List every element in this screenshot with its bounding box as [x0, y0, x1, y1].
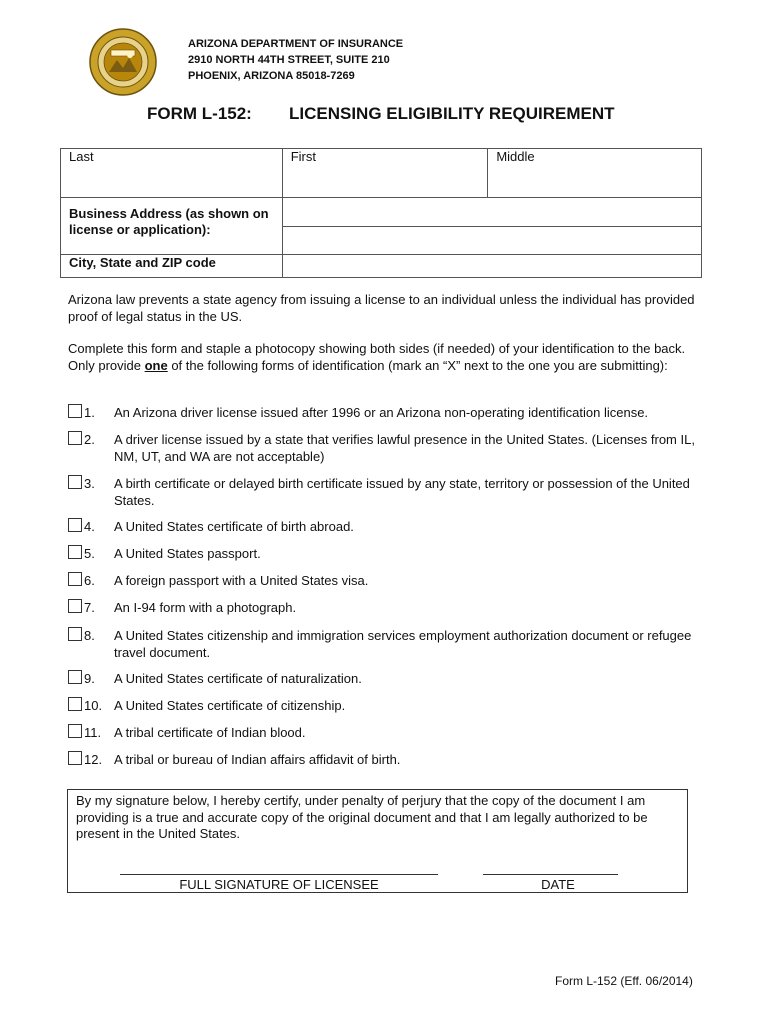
option-text: A driver license issued by a state that verifies lawful presence in the United States. (Licenses from IL, NM, UT, and WA are not acceptable) [114, 432, 695, 464]
option-number: 2. [84, 432, 95, 447]
instructions-emphasis: one [144, 357, 168, 373]
option-number: 5. [84, 546, 95, 561]
option-checkbox-7[interactable] [68, 599, 82, 613]
date-line[interactable] [483, 874, 618, 875]
business-address-label: Business Address (as shown on license or application): [61, 198, 283, 255]
option-text: A foreign passport with a United States visa. [114, 573, 369, 588]
option-number: 7. [84, 600, 95, 615]
business-address-line1-field[interactable] [282, 198, 701, 227]
middle-name-field[interactable] [488, 149, 702, 198]
option-text: A tribal certificate of Indian blood. [114, 725, 306, 740]
option-checkbox-4[interactable] [68, 518, 82, 532]
agency-name: ARIZONA DEPARTMENT OF INSURANCE [188, 38, 404, 50]
option-number: 1. [84, 405, 95, 420]
signature-label: FULL SIGNATURE OF LICENSEE [179, 877, 379, 892]
option-number: 9. [84, 671, 95, 686]
middle-name-label: Middle [496, 149, 535, 164]
form-title: LICENSING ELIGIBILITY REQUIREMENT [289, 104, 615, 123]
form-number: FORM L-152: [147, 104, 252, 123]
option-text: A United States citizenship and immigration services employment authorization document or refugee travel document. [114, 628, 692, 660]
option-text: A United States certificate of naturalization. [114, 671, 362, 686]
option-text: A United States passport. [114, 546, 261, 561]
option-text: An Arizona driver license issued after 1996 or an Arizona non-operating identification license. [114, 405, 649, 420]
form-footer: Form L-152 (Eff. 06/2014) [555, 974, 693, 988]
agency-address-line1: 2910 NORTH 44TH STREET, SUITE 210 [188, 54, 390, 66]
instructions-paragraph [68, 341, 698, 374]
first-name-label: First [290, 149, 316, 164]
option-number: 11. [84, 725, 102, 740]
certification-text: By my signature below, I hereby certify, under penalty of perjury that the copy of the document I am providing is a true and accurate copy of the original document and that I am legally authorized to be present in the United States. [76, 793, 648, 841]
first-name-field[interactable] [282, 149, 488, 198]
option-checkbox-6[interactable] [68, 572, 82, 586]
city-state-zip-field[interactable] [282, 255, 701, 278]
agency-address-line2: PHOENIX, ARIZONA 85018-7269 [188, 70, 355, 82]
option-text: A birth certificate or delayed birth certificate issued by any state, territory or possession of the United States. [114, 476, 690, 508]
option-checkbox-11[interactable] [68, 724, 82, 738]
option-checkbox-1[interactable] [68, 404, 82, 418]
date-label: DATE [541, 877, 575, 892]
instructions-text-before: Complete this form and staple a photocopy showing both sides (if needed) of your identification to the back. Only provide [68, 341, 686, 373]
instructions-text-after: of the following forms of identification (mark an “X” next to the one you are submitting): [167, 357, 668, 373]
option-text: A United States certificate of birth abroad. [114, 519, 354, 534]
agency-header [188, 36, 403, 84]
option-number: 4. [84, 519, 95, 534]
option-checkbox-5[interactable] [68, 545, 82, 559]
department-seal-logo [89, 28, 157, 96]
option-checkbox-8[interactable] [68, 627, 82, 641]
applicant-info-table [60, 148, 702, 278]
law-paragraph: Arizona law prevents a state agency from issuing a license to an individual unless the individual has provided proof of legal status in the US. [68, 292, 695, 324]
option-number: 8. [84, 628, 95, 643]
option-number: 12. [84, 752, 103, 767]
option-number: 10. [84, 698, 103, 713]
option-checkbox-3[interactable] [68, 475, 82, 489]
option-number: 6. [84, 573, 95, 588]
option-number: 3. [84, 476, 95, 491]
last-name-label: Last [69, 149, 94, 164]
option-checkbox-10[interactable] [68, 697, 82, 711]
option-checkbox-12[interactable] [68, 751, 82, 765]
signature-line[interactable] [120, 874, 438, 875]
city-state-zip-label: City, State and ZIP code [61, 255, 283, 278]
option-text: A United States certificate of citizenship. [114, 698, 346, 713]
option-checkbox-9[interactable] [68, 670, 82, 684]
option-checkbox-2[interactable] [68, 431, 82, 445]
last-name-field[interactable] [61, 149, 283, 198]
business-address-line2-field[interactable] [282, 226, 701, 255]
option-text: A tribal or bureau of Indian affairs affidavit of birth. [114, 752, 401, 767]
option-text: An I-94 form with a photograph. [114, 600, 297, 615]
